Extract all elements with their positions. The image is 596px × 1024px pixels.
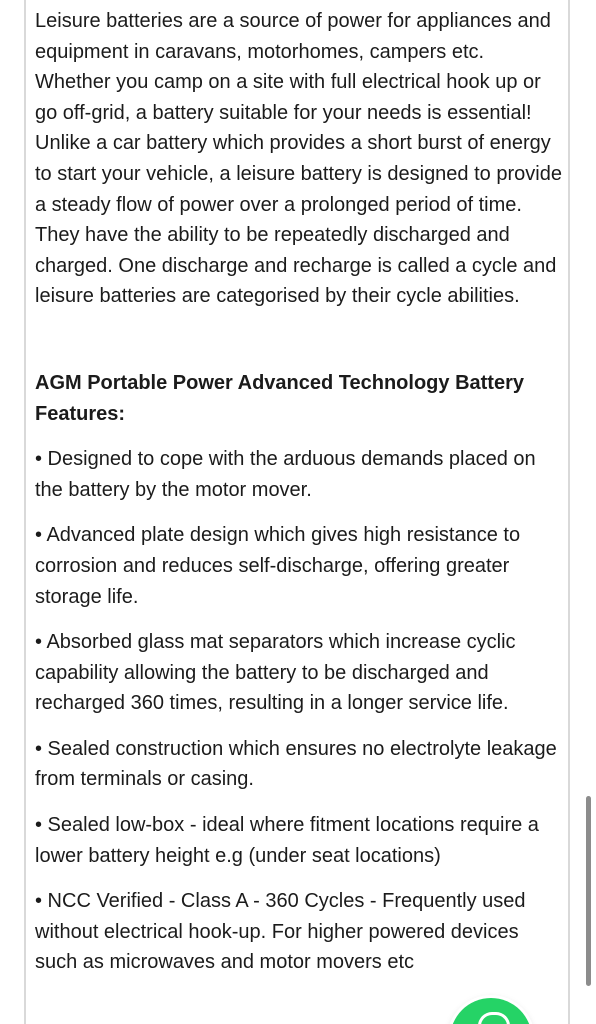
whatsapp-chat-icon <box>478 1012 510 1024</box>
intro-paragraph: Leisure batteries are a source of power for appliances and equipment in caravans, motorhomes, campers etc. Whether you camp on a site with full electrical hook up or go off-grid, a battery suitable for your needs is essential! Unlike a car battery which provides a short burst of energy to start your vehicle, a leisure battery is designed to provide a steady flow of power over a prolonged period of time. They have the ability to be repeatedly discharged and charged. One discharge and recharge is called a cycle and leisure batteries are categorised by their cycle abilities. <box>35 10 562 308</box>
scrollbar-thumb[interactable] <box>586 796 591 986</box>
chat-button[interactable] <box>450 998 532 1024</box>
article-body <box>35 6 565 978</box>
feature-item: • Advanced plate design which gives high resistance to corrosion and reduces self-discharge, offering greater storage life. <box>35 524 521 608</box>
content-border-right <box>568 0 570 1024</box>
feature-item: • Designed to cope with the arduous demands placed on the battery by the motor mover. <box>35 448 536 501</box>
feature-item: • Sealed low-box - ideal where fitment locations require a lower battery height e.g (under seat locations) <box>35 814 539 867</box>
feature-item: • Absorbed glass mat separators which increase cyclic capability allowing the battery to be discharged and recharged 360 times, resulting in a longer service life. <box>35 631 516 715</box>
features-heading: AGM Portable Power Advanced Technology Battery Features: <box>35 371 524 425</box>
content-border-left <box>24 0 26 1024</box>
feature-item: • NCC Verified - Class A - 360 Cycles - Frequently used without electrical hook-up. For higher powered devices such as microwaves and motor movers etc <box>35 890 526 974</box>
feature-item: • Sealed construction which ensures no electrolyte leakage from terminals or casing. <box>35 737 557 791</box>
